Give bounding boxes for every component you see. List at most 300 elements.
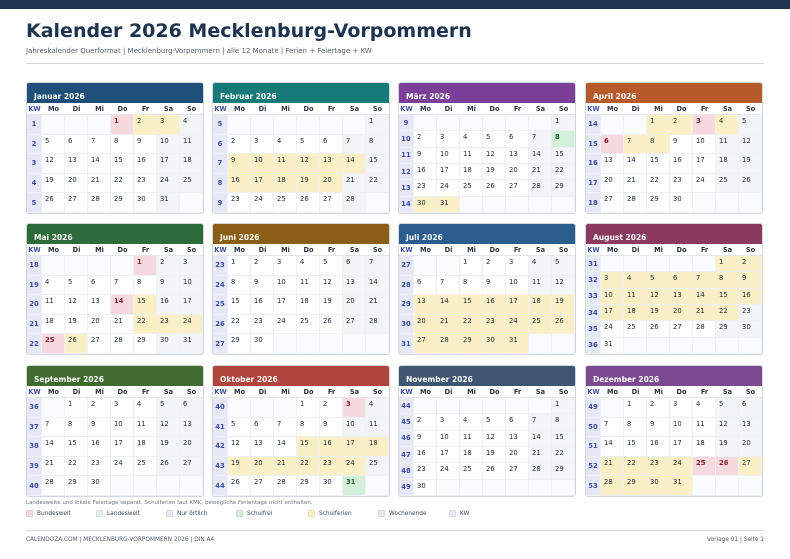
week-number: 11: [399, 148, 414, 164]
weekday-header: [213, 386, 389, 398]
day-cell: 2: [134, 115, 157, 135]
day-cell: 26: [739, 174, 762, 194]
weekday-label: Mo: [47, 388, 60, 396]
day-cell: 3: [437, 414, 460, 430]
day-cell: 19: [228, 457, 251, 477]
week-number: 20: [27, 295, 42, 315]
weekday-label: Fr: [141, 105, 150, 113]
day-cell: 26: [65, 334, 88, 354]
day-cell: 25: [529, 315, 552, 335]
empty-cell: [716, 193, 739, 213]
empty-cell: [529, 480, 552, 496]
weekday-label: Sa: [535, 105, 546, 113]
day-cell: 13: [343, 276, 366, 296]
day-cell: 10: [343, 418, 366, 438]
day-cell: 9: [88, 418, 111, 438]
day-cell: 23: [414, 180, 437, 196]
day-cell: 8: [624, 418, 647, 438]
day-cell: 30: [483, 334, 506, 354]
day-cell: 20: [739, 437, 762, 457]
day-cell: 11: [180, 135, 203, 155]
day-cell: 21: [693, 305, 716, 321]
week-row: [399, 164, 575, 180]
week-row: [213, 174, 389, 194]
month-title: Januar 2026: [27, 83, 203, 103]
week-number: 4: [27, 174, 42, 194]
day-cell: 12: [297, 154, 320, 174]
kw-header: KW: [214, 388, 227, 396]
weekday-label: Do: [676, 388, 687, 396]
day-cell: 18: [366, 437, 389, 457]
day-cell: 12: [483, 431, 506, 447]
weekday-header: [399, 244, 575, 256]
day-cell: 26: [42, 193, 65, 213]
week-row: [27, 256, 203, 276]
week-row: [213, 476, 389, 496]
legend-swatch: [236, 510, 243, 517]
empty-cell: [670, 338, 693, 354]
month-card: [26, 82, 204, 214]
week-number: 50: [586, 418, 601, 438]
day-cell: 27: [320, 193, 343, 213]
month-card: [212, 365, 390, 497]
legend-label: Nur örtlich: [177, 510, 208, 517]
week-number: 29: [399, 295, 414, 315]
day-cell: 14: [42, 437, 65, 457]
week-row: [586, 305, 762, 321]
day-cell: 30: [251, 334, 274, 354]
day-cell: 6: [180, 398, 203, 418]
week-number: 18: [586, 193, 601, 213]
day-cell: 17: [437, 164, 460, 180]
day-cell: 31: [506, 334, 529, 354]
day-cell: 2: [647, 398, 670, 418]
day-cell: 6: [414, 276, 437, 296]
day-cell: 7: [624, 135, 647, 155]
weekday-label: Mi: [95, 246, 104, 254]
day-cell: 30: [414, 480, 437, 496]
day-cell: 16: [483, 295, 506, 315]
day-cell: 4: [529, 256, 552, 276]
week-row: [586, 289, 762, 305]
day-cell: 27: [739, 457, 762, 477]
day-cell: 19: [65, 315, 88, 335]
day-cell: 8: [647, 135, 670, 155]
week-number: 44: [213, 476, 228, 496]
day-cell: 25: [366, 457, 389, 477]
month-title: November 2026: [399, 366, 575, 386]
weekday-label: Mi: [95, 105, 104, 113]
weekday-label: Mi: [654, 246, 663, 254]
day-cell: 30: [134, 193, 157, 213]
day-cell: 3: [506, 256, 529, 276]
week-number: 1: [27, 115, 42, 135]
day-cell: 20: [320, 174, 343, 194]
day-cell: 3: [180, 256, 203, 276]
week-row: [586, 437, 762, 457]
weekday-label: Di: [72, 246, 81, 254]
day-cell: 14: [601, 437, 624, 457]
weekday-label: Mo: [47, 246, 60, 254]
weekday-label: Mi: [467, 246, 476, 254]
day-cell: 4: [716, 115, 739, 135]
day-cell: 19: [716, 437, 739, 457]
day-cell: 16: [228, 174, 251, 194]
weekday-label: Mo: [233, 388, 246, 396]
day-cell: 21: [274, 457, 297, 477]
month-title: Juni 2026: [213, 224, 389, 244]
legend-label: Schulfrei: [247, 510, 273, 517]
day-cell: 1: [297, 398, 320, 418]
weekday-header: [586, 103, 762, 115]
day-cell: 9: [647, 418, 670, 438]
day-cell: 28: [529, 463, 552, 479]
week-number: 3: [27, 154, 42, 174]
day-cell: 11: [42, 295, 65, 315]
day-cell: 19: [157, 437, 180, 457]
week-number: 27: [399, 256, 414, 276]
day-cell: 27: [506, 463, 529, 479]
weekday-label: Mo: [47, 105, 60, 113]
week-row: [399, 398, 575, 414]
weekday-label: Mi: [95, 388, 104, 396]
empty-cell: [624, 256, 647, 272]
day-cell: 5: [647, 272, 670, 288]
week-row: [399, 180, 575, 196]
week-row: [586, 476, 762, 496]
empty-cell: [460, 115, 483, 131]
week-row: [27, 115, 203, 135]
day-cell: 16: [88, 437, 111, 457]
legend-label: Bundesweit: [37, 510, 71, 517]
day-cell: 14: [88, 154, 111, 174]
day-cell: 18: [624, 305, 647, 321]
day-cell: 17: [274, 295, 297, 315]
empty-cell: [251, 115, 274, 135]
day-cell: 29: [297, 476, 320, 496]
day-cell: 4: [624, 272, 647, 288]
empty-cell: [437, 115, 460, 131]
empty-cell: [180, 476, 203, 496]
day-cell: 9: [134, 135, 157, 155]
day-cell: 3: [437, 131, 460, 147]
day-cell: 28: [274, 476, 297, 496]
day-cell: 28: [437, 334, 460, 354]
empty-cell: [414, 256, 437, 276]
day-cell: 11: [716, 135, 739, 155]
weekday-header: [586, 386, 762, 398]
week-row: [586, 115, 762, 135]
week-number: 9: [399, 115, 414, 131]
weekday-label: Fr: [327, 388, 336, 396]
empty-cell: [739, 338, 762, 354]
day-cell: 24: [506, 315, 529, 335]
empty-cell: [65, 115, 88, 135]
day-cell: 31: [157, 193, 180, 213]
day-cell: 13: [251, 437, 274, 457]
week-number: 43: [213, 457, 228, 477]
day-cell: 14: [624, 154, 647, 174]
day-cell: 21: [88, 174, 111, 194]
day-cell: 22: [647, 174, 670, 194]
week-row: [399, 431, 575, 447]
day-cell: 1: [111, 115, 134, 135]
day-cell: 16: [157, 295, 180, 315]
month-card: [398, 223, 576, 355]
day-cell: 20: [601, 174, 624, 194]
day-cell: 24: [180, 315, 203, 335]
day-cell: 17: [437, 447, 460, 463]
day-cell: 10: [111, 418, 134, 438]
legend-swatch: [166, 510, 173, 517]
empty-cell: [343, 334, 366, 354]
day-cell: 13: [506, 431, 529, 447]
day-cell: 19: [739, 154, 762, 174]
day-cell: 31: [670, 476, 693, 496]
weekday-label: So: [186, 246, 197, 254]
week-number: 52: [586, 457, 601, 477]
weekday-label: Sa: [163, 246, 174, 254]
day-cell: 11: [693, 418, 716, 438]
day-cell: 16: [414, 447, 437, 463]
day-cell: 24: [601, 321, 624, 337]
day-cell: 6: [320, 135, 343, 155]
day-cell: 20: [506, 164, 529, 180]
weekday-label: Do: [117, 388, 128, 396]
empty-cell: [274, 334, 297, 354]
week-row: [399, 131, 575, 147]
day-cell: 7: [274, 418, 297, 438]
day-cell: 4: [693, 398, 716, 418]
day-cell: 23: [670, 174, 693, 194]
day-cell: 16: [414, 164, 437, 180]
empty-cell: [647, 338, 670, 354]
week-row: [586, 193, 762, 213]
kw-header: KW: [400, 388, 413, 396]
day-cell: 23: [251, 315, 274, 335]
day-cell: 2: [228, 135, 251, 155]
day-cell: 12: [739, 135, 762, 155]
week-number: 49: [399, 480, 414, 496]
empty-cell: [320, 334, 343, 354]
week-number: 2: [27, 135, 42, 155]
day-cell: 9: [414, 148, 437, 164]
empty-cell: [601, 115, 624, 135]
empty-cell: [529, 398, 552, 414]
weekday-label: Mo: [606, 388, 619, 396]
day-cell: 13: [670, 289, 693, 305]
week-row: [213, 193, 389, 213]
week-row: [399, 480, 575, 496]
day-cell: 30: [157, 334, 180, 354]
week-number: 41: [213, 418, 228, 438]
kw-header: KW: [400, 105, 413, 113]
day-cell: 27: [180, 457, 203, 477]
day-cell: 16: [320, 437, 343, 457]
day-cell: 9: [739, 272, 762, 288]
day-cell: 18: [693, 437, 716, 457]
week-number: 27: [213, 334, 228, 354]
day-cell: 28: [529, 180, 552, 196]
day-cell: 25: [297, 315, 320, 335]
day-cell: 31: [180, 334, 203, 354]
month-card: [26, 365, 204, 497]
empty-cell: [624, 115, 647, 135]
week-number: 35: [586, 321, 601, 337]
weekday-label: Sa: [722, 105, 733, 113]
month-card: [585, 365, 763, 497]
week-row: [213, 418, 389, 438]
day-cell: 26: [157, 457, 180, 477]
day-cell: 22: [228, 315, 251, 335]
empty-cell: [343, 115, 366, 135]
legend-item: [378, 510, 427, 517]
week-number: 42: [213, 437, 228, 457]
day-cell: 4: [42, 276, 65, 296]
kw-header: KW: [28, 388, 41, 396]
day-cell: 7: [601, 418, 624, 438]
day-cell: 8: [716, 272, 739, 288]
day-cell: 14: [529, 148, 552, 164]
day-cell: 12: [228, 437, 251, 457]
day-cell: 5: [739, 115, 762, 135]
weekday-header: [27, 386, 203, 398]
legend-item: [166, 510, 208, 517]
day-cell: 1: [716, 256, 739, 272]
weekday-header: [27, 103, 203, 115]
day-cell: 25: [42, 334, 65, 354]
day-cell: 7: [88, 135, 111, 155]
week-number: 28: [399, 276, 414, 296]
month-title: Dezember 2026: [586, 366, 762, 386]
empty-cell: [483, 398, 506, 414]
day-cell: 15: [111, 154, 134, 174]
day-cell: 17: [157, 154, 180, 174]
day-cell: 22: [552, 447, 575, 463]
weekday-label: Sa: [722, 388, 733, 396]
weekday-label: Di: [72, 388, 81, 396]
day-cell: 10: [693, 135, 716, 155]
day-cell: 10: [180, 276, 203, 296]
week-row: [213, 295, 389, 315]
week-number: 14: [586, 115, 601, 135]
day-cell: 27: [506, 180, 529, 196]
day-cell: 11: [274, 154, 297, 174]
day-cell: 2: [88, 398, 111, 418]
day-cell: 1: [228, 256, 251, 276]
day-cell: 12: [42, 154, 65, 174]
empty-cell: [228, 115, 251, 135]
weekday-label: Di: [258, 388, 267, 396]
day-cell: 8: [552, 414, 575, 430]
empty-cell: [437, 480, 460, 496]
day-cell: 8: [460, 276, 483, 296]
week-number: 10: [399, 131, 414, 147]
footer-left: CALENDOZA.COM | MECKLENBURG-VORPOMMERN 2026 | DIN A4: [26, 537, 215, 543]
legend-swatch: [449, 510, 456, 517]
month-title: August 2026: [586, 224, 762, 244]
day-cell: 19: [320, 295, 343, 315]
weekday-label: Sa: [349, 246, 360, 254]
day-cell: 30: [739, 321, 762, 337]
day-cell: 19: [483, 164, 506, 180]
day-cell: 2: [483, 256, 506, 276]
month-card: [585, 223, 763, 355]
weekday-label: Fr: [141, 388, 150, 396]
empty-cell: [320, 115, 343, 135]
weekday-label: Mi: [281, 388, 290, 396]
empty-cell: [529, 334, 552, 354]
week-row: [586, 457, 762, 477]
weekday-header: [213, 103, 389, 115]
day-cell: 21: [529, 447, 552, 463]
day-cell: 28: [42, 476, 65, 496]
empty-cell: [274, 115, 297, 135]
day-cell: 14: [529, 431, 552, 447]
day-cell: 12: [320, 276, 343, 296]
day-cell: 6: [506, 131, 529, 147]
day-cell: 1: [134, 256, 157, 276]
weekday-label: So: [372, 246, 383, 254]
weekday-label: Do: [303, 246, 314, 254]
day-cell: 6: [739, 398, 762, 418]
week-number: 23: [213, 256, 228, 276]
day-cell: 14: [343, 154, 366, 174]
weekday-label: Do: [676, 105, 687, 113]
day-cell: 23: [739, 305, 762, 321]
day-cell: 11: [460, 431, 483, 447]
day-cell: 19: [297, 174, 320, 194]
weekday-header: [586, 244, 762, 256]
day-cell: 8: [552, 131, 575, 147]
week-row: [399, 115, 575, 131]
day-cell: 26: [320, 315, 343, 335]
week-number: 36: [27, 398, 42, 418]
day-cell: 11: [529, 276, 552, 296]
day-cell: 7: [693, 272, 716, 288]
day-cell: 10: [601, 289, 624, 305]
empty-cell: [157, 476, 180, 496]
weekday-label: Mi: [281, 105, 290, 113]
day-cell: 24: [670, 457, 693, 477]
empty-cell: [670, 256, 693, 272]
day-cell: 15: [624, 437, 647, 457]
week-row: [586, 256, 762, 272]
day-cell: 2: [414, 414, 437, 430]
week-number: 40: [213, 398, 228, 418]
weekday-label: Fr: [327, 246, 336, 254]
week-number: 8: [213, 174, 228, 194]
kw-header: KW: [28, 105, 41, 113]
empty-cell: [366, 193, 389, 213]
day-cell: 8: [228, 276, 251, 296]
weekday-label: Fr: [327, 105, 336, 113]
legend-item: [96, 510, 140, 517]
day-cell: 10: [437, 431, 460, 447]
day-cell: 1: [552, 398, 575, 414]
legend-label: KW: [460, 510, 470, 517]
empty-cell: [552, 480, 575, 496]
week-number: 18: [27, 256, 42, 276]
week-number: 34: [586, 305, 601, 321]
empty-cell: [647, 256, 670, 272]
day-cell: 18: [180, 154, 203, 174]
day-cell: 22: [716, 305, 739, 321]
week-number: 22: [27, 334, 42, 354]
day-cell: 3: [251, 135, 274, 155]
weekday-label: Mo: [606, 246, 619, 254]
day-cell: 25: [180, 174, 203, 194]
